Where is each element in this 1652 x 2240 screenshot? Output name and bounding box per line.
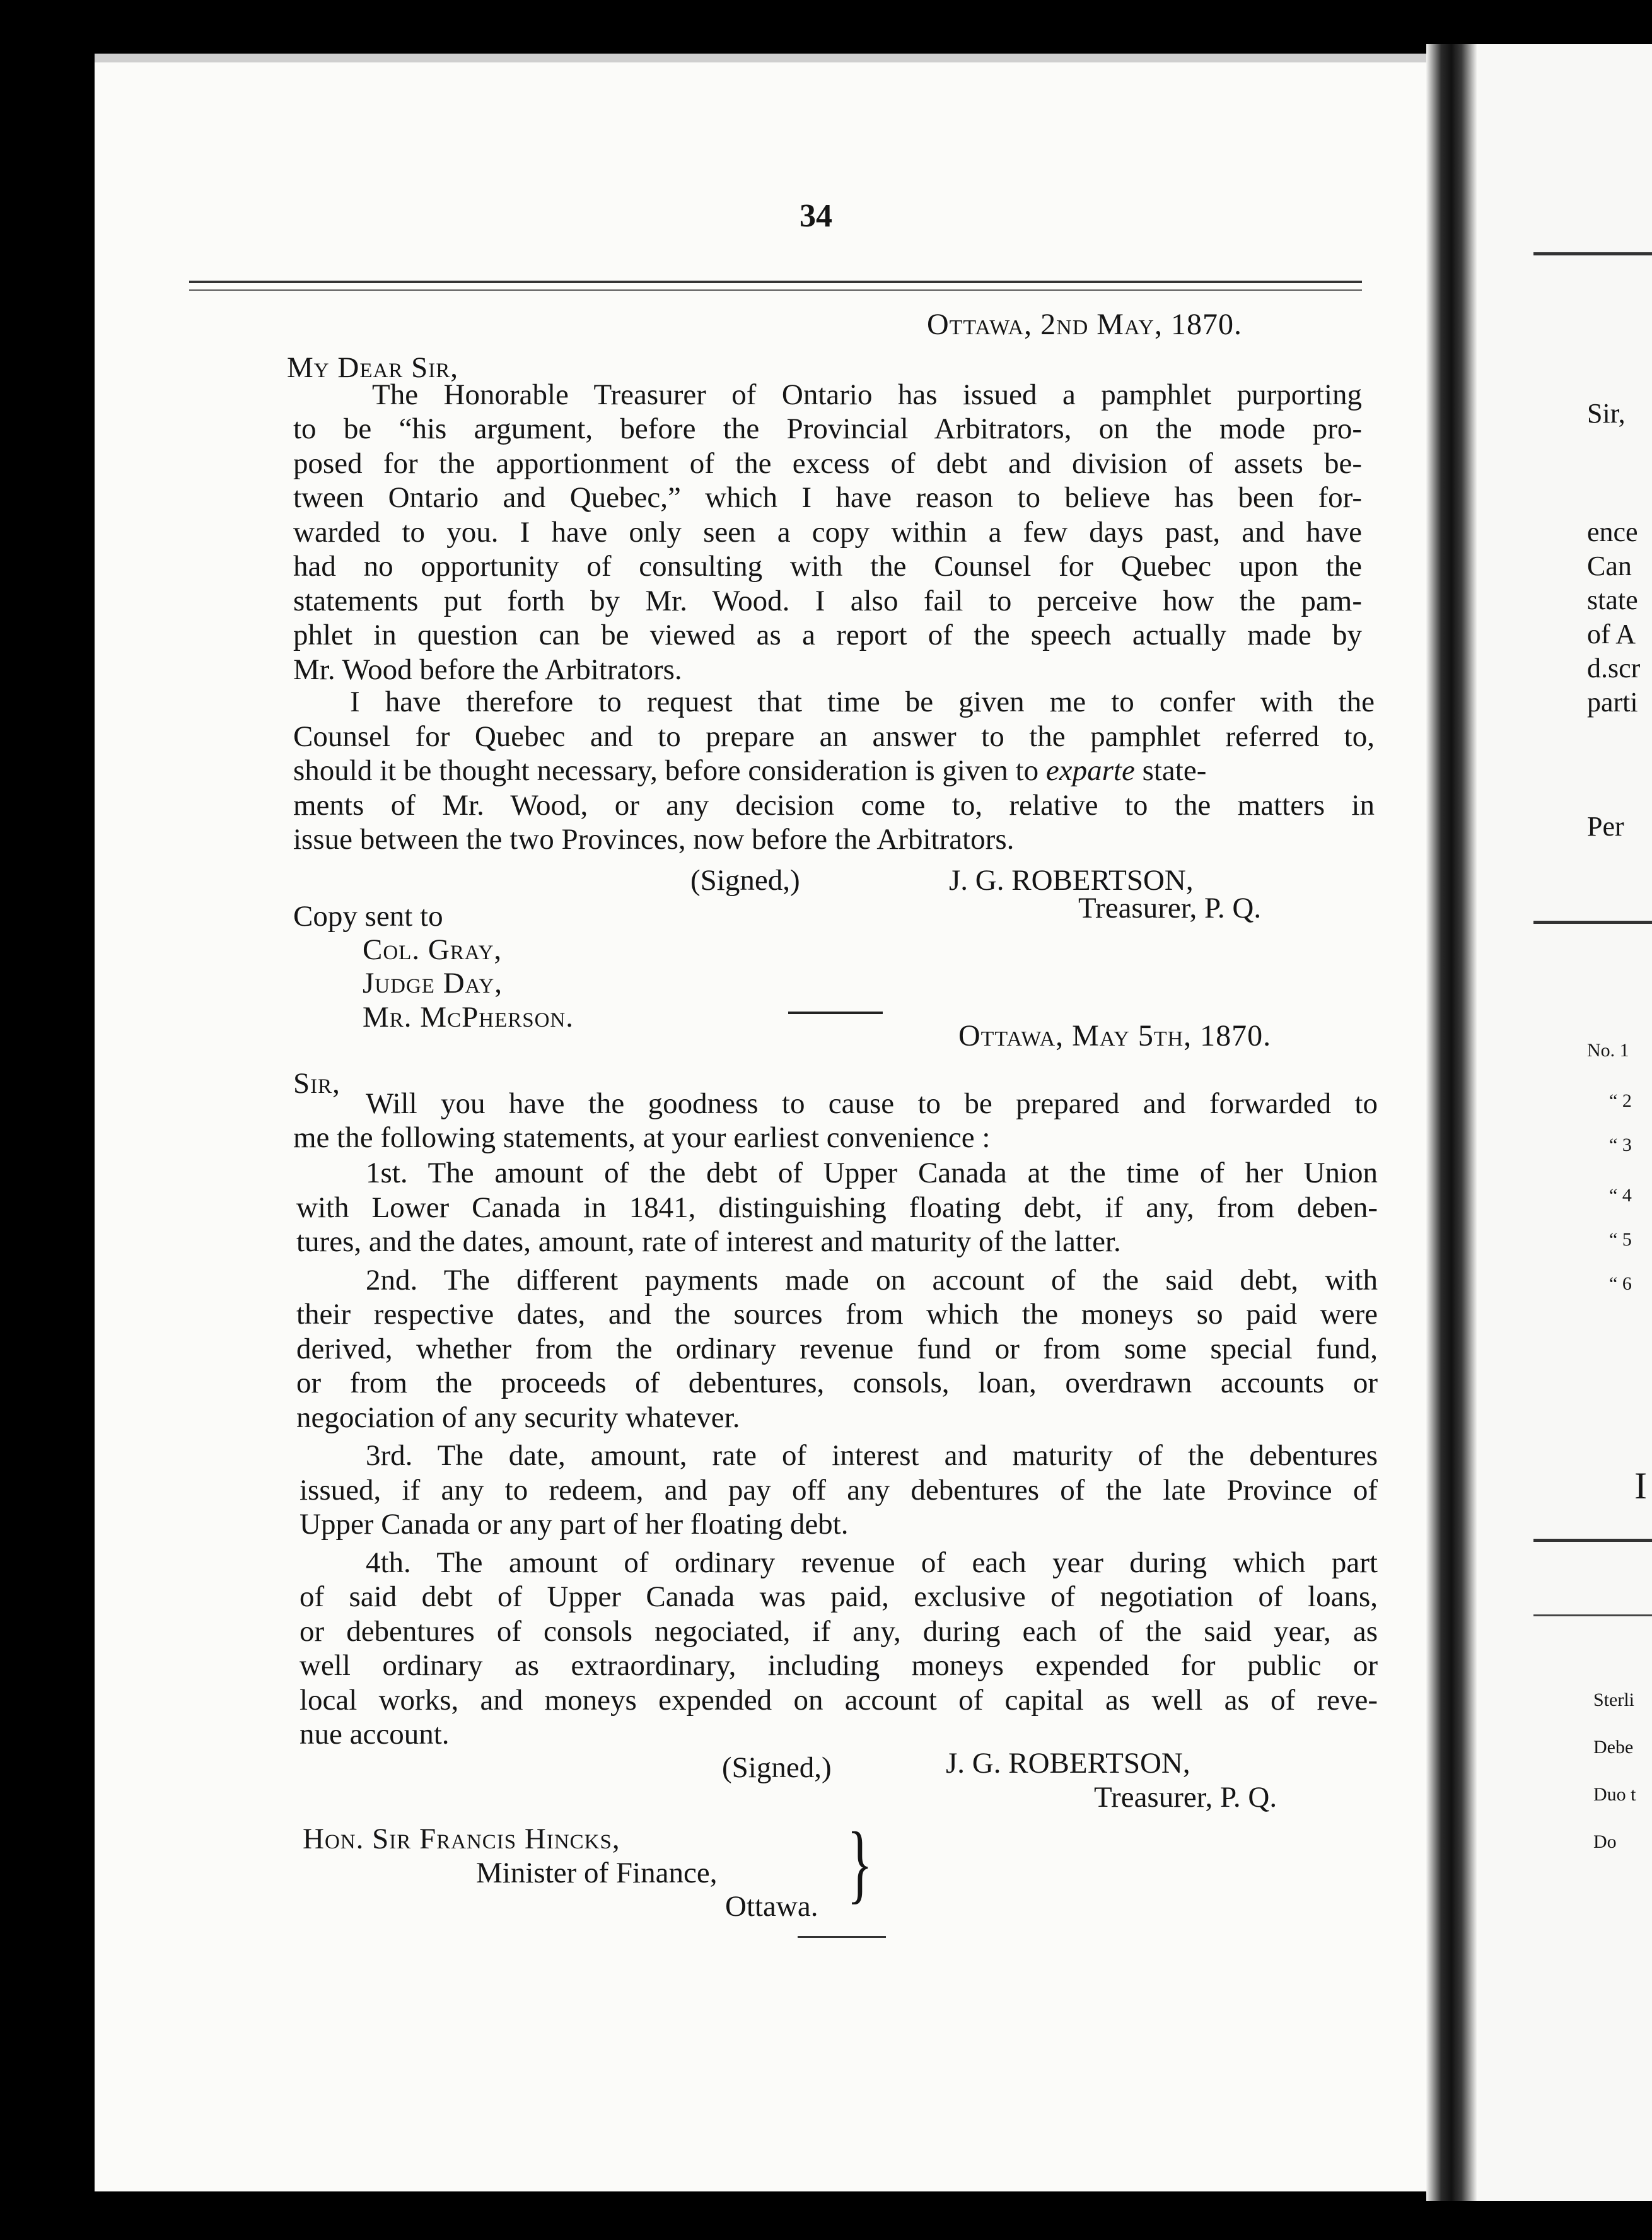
- facing-line-5: of A: [1587, 619, 1636, 650]
- letter1-p1-line-2: to be “his argument, before the Provincial Arbitrators, on the mode pro-: [293, 412, 1362, 445]
- letter1-p1-line-7: statements put forth by Mr. Wood. I also fail to perceive how the pam-: [293, 585, 1362, 617]
- facing-label-2: Debe: [1593, 1737, 1634, 1758]
- facing-fragment: I: [1634, 1465, 1647, 1507]
- letter1-p2-line-5: issue between the two Provinces, now before the Arbitrators.: [293, 823, 1015, 856]
- item2-line-3: derived, whether from the ordinary revenue fund or from some special fund,: [296, 1333, 1378, 1365]
- item3-line-3: Upper Canada or any part of her floating debt.: [300, 1508, 849, 1541]
- addressee-line-1: Hon. Sir Francis Hincks,: [303, 1823, 620, 1855]
- item2-line-2: their respective dates, and the sources from which the moneys so paid were: [296, 1298, 1378, 1331]
- facing-number-5: “ 5: [1609, 1229, 1632, 1250]
- facing-page: [1477, 44, 1652, 2201]
- facing-page-rule-4: [1533, 1614, 1652, 1616]
- item4-line-2: of said debt of Upper Canada was paid, exclusive of negotiation of loans,: [300, 1580, 1378, 1613]
- letter2-signed: (Signed,): [722, 1751, 832, 1784]
- letter1-p1-line-8: phlet in question can be viewed as a report of the speech actually made by: [293, 619, 1362, 651]
- facing-number-3: “ 3: [1609, 1135, 1632, 1155]
- letter2-salutation: Sir,: [293, 1067, 340, 1100]
- letter1-p1-line-6: had no opportunity of consulting with the Counsel for Quebec upon the: [293, 550, 1362, 583]
- facing-line-7: parti: [1587, 687, 1638, 718]
- item1-line-1: 1st. The amount of the debt of Upper Canada at the time of her Union: [366, 1157, 1378, 1189]
- letter1-p1-line-3: posed for the apportionment of the excess of debt and division of assets be-: [293, 447, 1362, 480]
- closing-rule: [798, 1936, 886, 1938]
- letter1-p2-line-3: [293, 753, 1375, 788]
- addressee-line-2: Minister of Finance,: [476, 1857, 718, 1889]
- letter2-dateline: Ottawa, May 5th, 1870.: [958, 1019, 1272, 1053]
- letter2-signature-name: J. G. ROBERTSON,: [946, 1747, 1190, 1780]
- letter1-dateline: Ottawa, 2nd May, 1870.: [927, 308, 1242, 341]
- page-number: 34: [800, 198, 832, 234]
- facing-line-3: Can: [1587, 551, 1632, 581]
- letter1-p2-line-1: I have therefore to request that time be given me to confer with the: [350, 685, 1375, 718]
- letter1-p2-line-2: Counsel for Quebec and to prepare an answer to the pamphlet referred to,: [293, 720, 1375, 753]
- letter1-p1-line-5: warded to you. I have only seen a copy within a few days past, and have: [293, 516, 1362, 549]
- recipient-3: Mr. McPherson.: [363, 1001, 574, 1034]
- item2-line-4: or from the proceeds of debentures, consols, loan, overdrawn accounts or: [296, 1367, 1378, 1399]
- letter1-p1-line-9: Mr. Wood before the Arbitrators.: [293, 653, 682, 686]
- facing-number-1: No. 1: [1587, 1040, 1629, 1061]
- addressee-brace: }: [847, 1814, 873, 1912]
- letter2-signature-title: Treasurer, P. Q.: [1094, 1781, 1277, 1814]
- item3-line-1: 3rd. The date, amount, rate of interest and maturity of the debentures: [366, 1439, 1378, 1472]
- facing-line-1: Sir,: [1587, 398, 1626, 429]
- facing-line-4: state: [1587, 585, 1638, 615]
- letter1-signature-name: J. G. ROBERTSON,: [949, 864, 1194, 897]
- book-gutter: [1426, 44, 1477, 2201]
- facing-number-2: “ 2: [1609, 1090, 1632, 1111]
- item3-line-2: issued, if any to redeem, and pay off any debentures of the late Province of: [300, 1474, 1378, 1507]
- item2-line-1: 2nd. The different payments made on account of the said debt, with: [366, 1264, 1378, 1297]
- facing-line-8: Per: [1587, 811, 1624, 842]
- letter1-p1-line-4: tween Ontario and Quebec,” which I have reason to believe has been for-: [293, 481, 1362, 514]
- item1-line-3: tures, and the dates, amount, rate of interest and maturity of the latter.: [296, 1225, 1121, 1258]
- letter-divider: [788, 1012, 883, 1014]
- header-rule: [189, 281, 1362, 291]
- recipient-2: Judge Day,: [363, 967, 503, 1000]
- facing-label-4: Do: [1593, 1831, 1617, 1852]
- facing-label-1: Sterli: [1593, 1689, 1634, 1710]
- item4-line-5: local works, and moneys expended on account of capital as well as of reve-: [300, 1684, 1378, 1717]
- facing-label-3: Duo t: [1593, 1784, 1636, 1805]
- item1-line-2: with Lower Canada in 1841, distinguishing floating debt, if any, from deben-: [296, 1191, 1378, 1224]
- item2-line-5: negociation of any security whatever.: [296, 1401, 740, 1434]
- facing-line-2: ence: [1587, 516, 1638, 547]
- page-top-edge: [95, 54, 1444, 62]
- letter1-salutation: My Dear Sir,: [287, 351, 458, 384]
- letter1-p1-line-1: The Honorable Treasurer of Ontario has issued a pamphlet purporting: [372, 378, 1362, 411]
- item4-line-3: or debentures of consols negociated, if any, during each of the said year, as: [300, 1615, 1378, 1648]
- facing-line-6: d.scr: [1587, 653, 1641, 684]
- letter1-signature-title: Treasurer, P. Q.: [1078, 892, 1262, 925]
- facing-page-rule-2: [1533, 921, 1652, 924]
- addressee-line-3: Ottawa.: [725, 1890, 818, 1923]
- item4-line-6: nue account.: [300, 1718, 450, 1751]
- recipient-1: Col. Gray,: [363, 933, 503, 966]
- facing-page-rule-3: [1533, 1539, 1652, 1542]
- letter1-p2-line-4: ments of Mr. Wood, or any decision come to, relative to the matters in: [293, 789, 1375, 822]
- letter1-p2-line-3-text: should it be thought necessary, before consideration is given to: [293, 754, 1046, 787]
- facing-number-4: “ 4: [1609, 1185, 1632, 1206]
- letter1-p2-line-3-end: state-: [1134, 754, 1207, 787]
- item4-line-1: 4th. The amount of ordinary revenue of each year during which part: [366, 1546, 1378, 1579]
- letter2-intro-line-1: Will you have the goodness to cause to be prepared and forwarded to: [366, 1087, 1378, 1120]
- copy-sent-to: Copy sent to: [293, 900, 443, 933]
- facing-page-rule-1: [1533, 252, 1652, 255]
- facing-number-6: “ 6: [1609, 1273, 1632, 1294]
- item4-line-4: well ordinary as extraordinary, including moneys expended for public or: [300, 1649, 1378, 1682]
- exparte-italic: exparte: [1045, 754, 1135, 787]
- letter2-intro-line-2: me the following statements, at your earliest convenience :: [293, 1121, 991, 1154]
- letter1-signed: (Signed,): [690, 864, 800, 897]
